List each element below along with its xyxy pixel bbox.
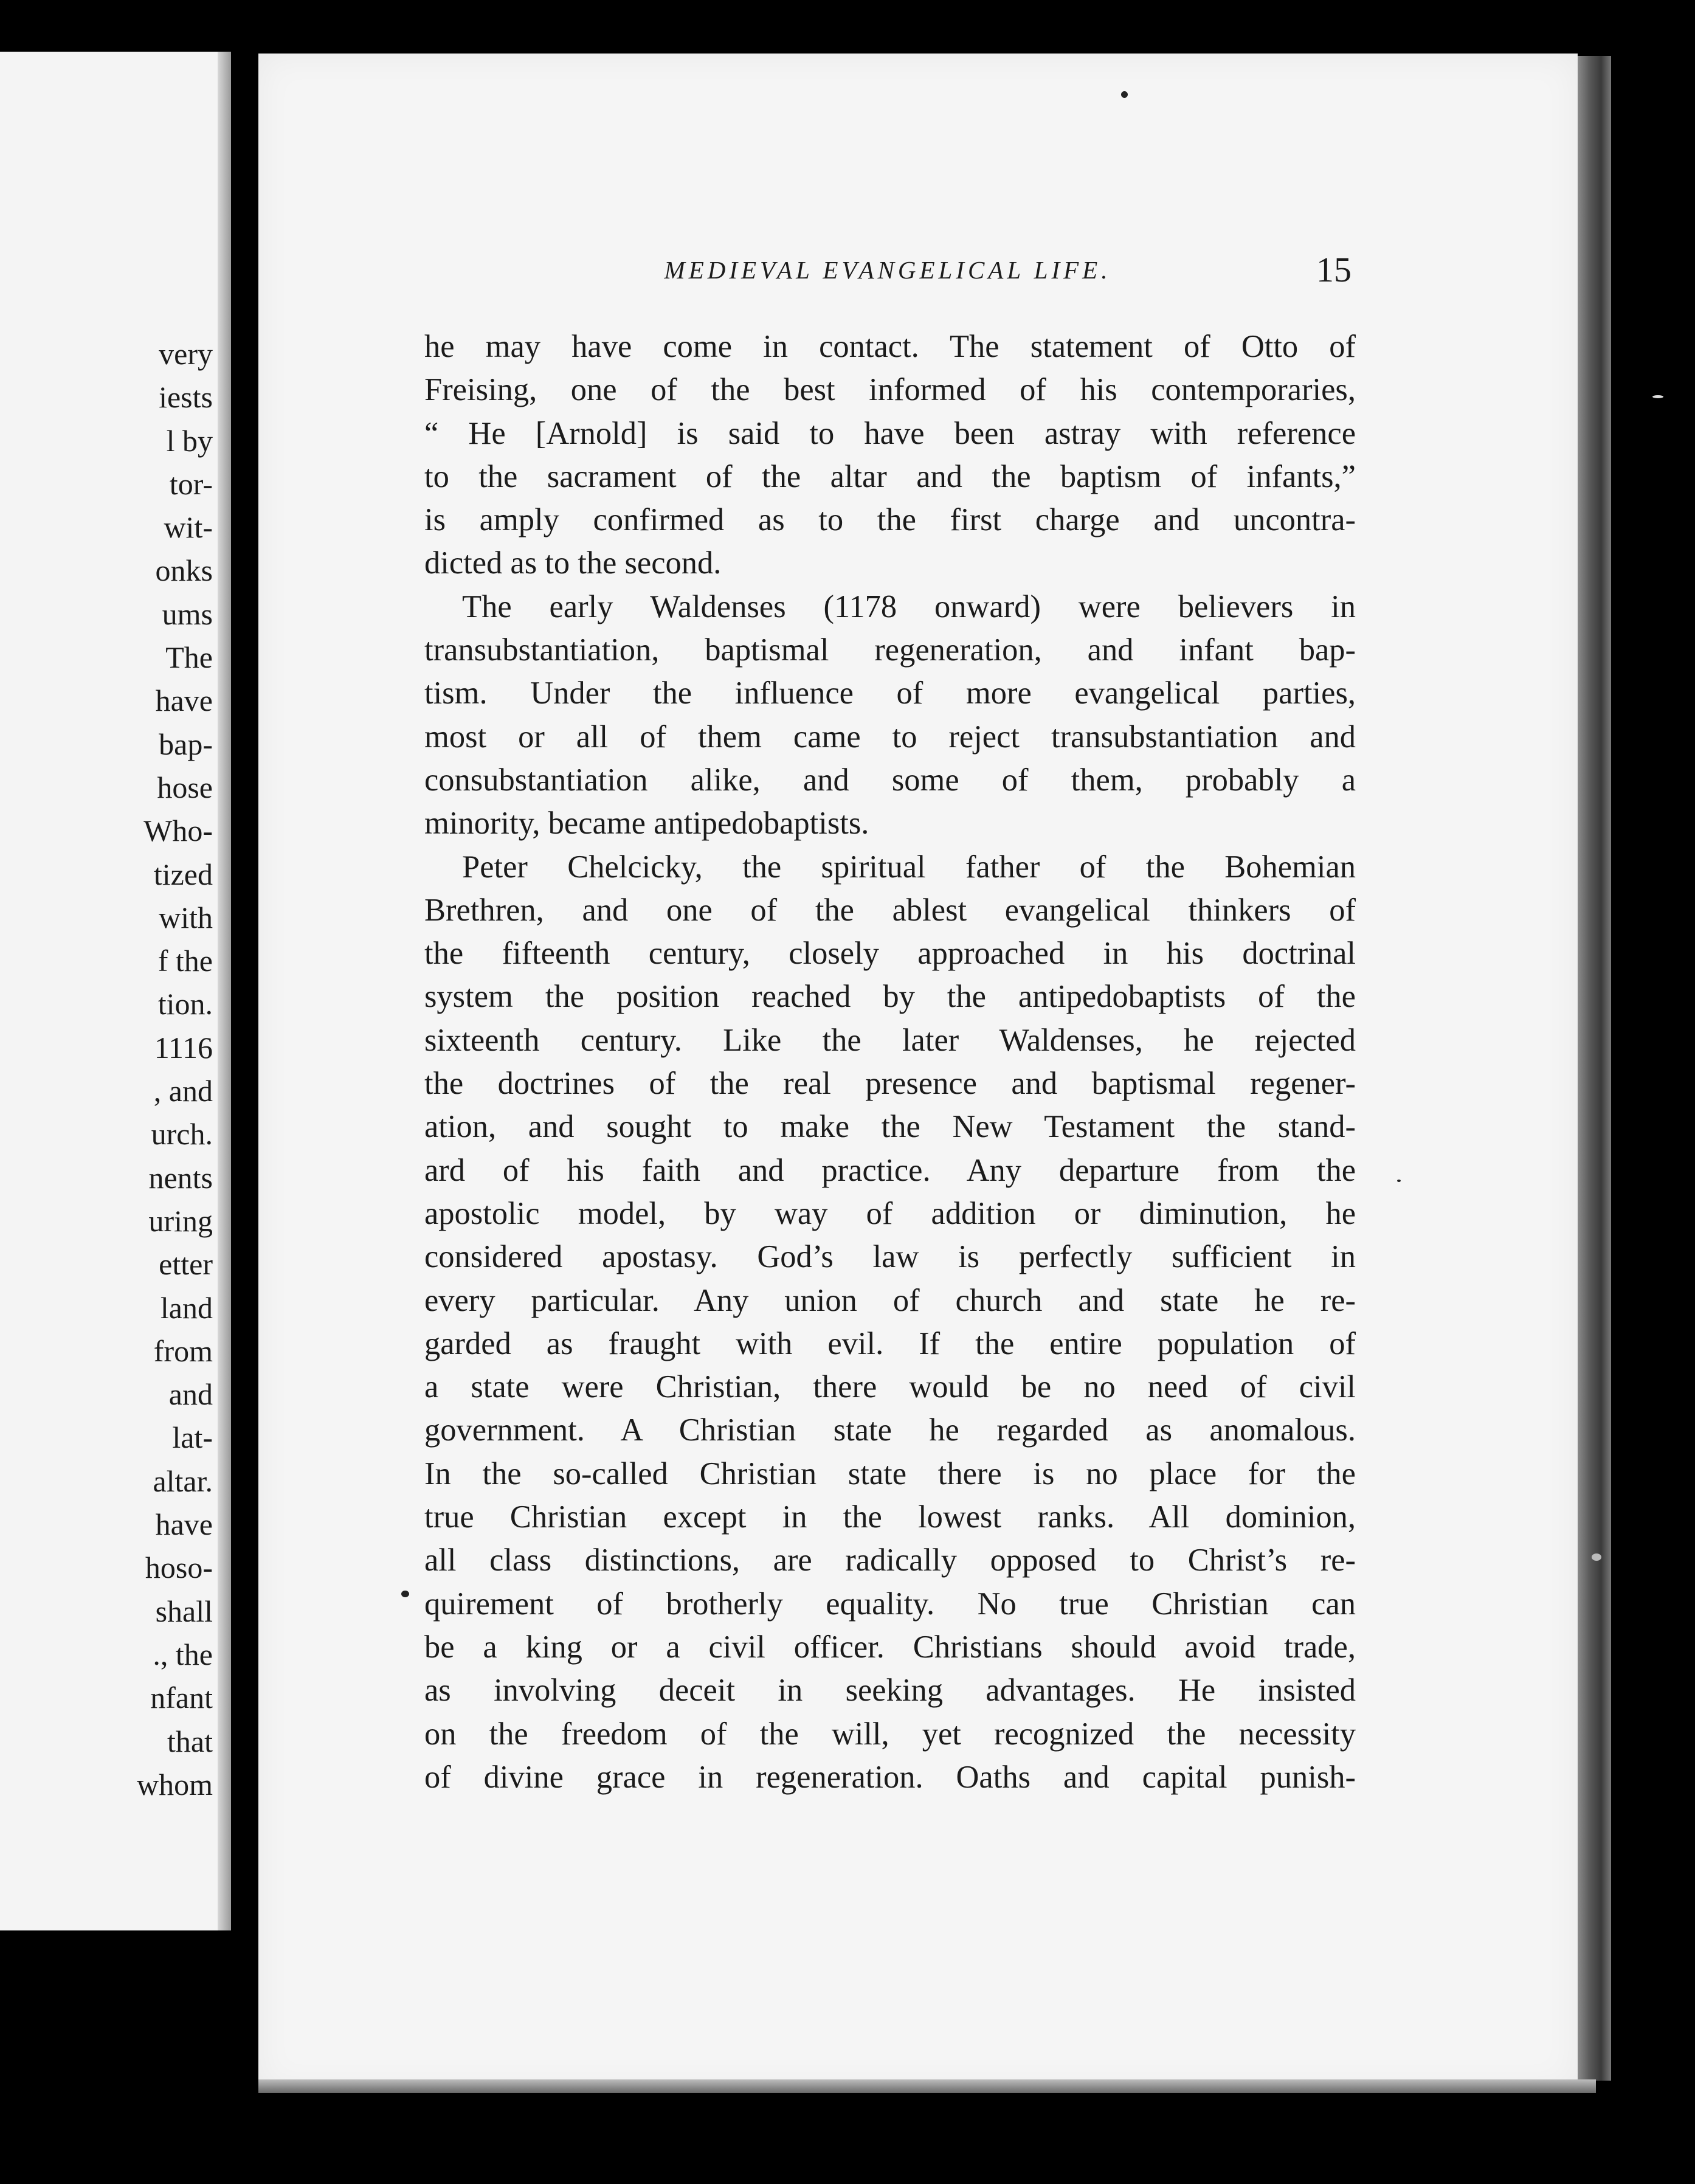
left-text-fragment: Who- (143, 814, 213, 848)
left-text-fragment: ., the (153, 1637, 213, 1671)
text-line: on the freedom of the will, yet recognized the necessity (424, 1716, 1356, 1752)
text-line: quirement of brotherly equality. No true Christian can (424, 1586, 1356, 1622)
left-page-gutter-shadow (218, 52, 231, 1930)
left-text-fragment: hoso- (145, 1550, 213, 1585)
left-text-fragment: from (153, 1333, 213, 1368)
text-line: ard of his faith and practice. Any departure from the (424, 1152, 1356, 1188)
scan-speck (401, 1591, 409, 1597)
left-text-fragment: with (159, 900, 213, 935)
page-stack-edge (1578, 56, 1611, 2081)
text-line: apostolic model, by way of addition or diminution, he (424, 1195, 1356, 1231)
left-text-fragment: have (155, 1507, 213, 1542)
left-facing-page (0, 52, 231, 1930)
text-line: The early Waldenses (1178 onward) were believers in (462, 589, 1356, 624)
text-line: Brethren, and one of the ablest evangelical thinkers of (424, 892, 1356, 928)
text-line: Freising, one of the best informed of his contemporaries, (424, 372, 1356, 408)
text-line: be a king or a civil officer. Christians should avoid trade, (424, 1629, 1356, 1665)
text-line: true Christian except in the lowest ranks. All dominion, (424, 1499, 1356, 1535)
text-line: he may have come in contact. The statement of Otto of (424, 329, 1356, 364)
left-text-fragment: nents (148, 1160, 213, 1195)
left-text-fragment: wit- (164, 510, 213, 545)
text-line: transubstantiation, baptismal regeneration, and infant bap- (424, 632, 1356, 668)
left-text-fragment: whom (137, 1767, 213, 1802)
left-text-fragment: f the (157, 944, 213, 978)
text-line: Peter Chelcicky, the spiritual father of the Bohemian (462, 849, 1356, 885)
text-line: of divine grace in regeneration. Oaths and capital punish- (424, 1759, 1356, 1795)
text-line: government. A Christian state he regarded as anomalous. (424, 1412, 1356, 1448)
text-line: every particular. Any union of church and state he re- (424, 1282, 1356, 1318)
text-line: considered apostasy. God’s law is perfectly sufficient in (424, 1239, 1356, 1275)
left-text-fragment: shall (155, 1594, 213, 1628)
left-text-fragment: lat- (172, 1420, 213, 1455)
left-text-fragment: bap- (159, 727, 213, 761)
page-number: 15 (1316, 250, 1352, 289)
scan-speck (1652, 395, 1663, 398)
text-line: system the position reached by the antipedobaptists of the (424, 979, 1356, 1015)
text-line: all class distinctions, are radically opposed to Christ’s re- (424, 1543, 1356, 1578)
left-page-text-fragments (6, 333, 213, 1806)
left-text-fragment: etter (159, 1247, 213, 1282)
text-line: In the so-called Christian state there is no place for the (424, 1456, 1356, 1491)
left-text-fragment: have (155, 683, 213, 718)
left-text-fragment: urch. (151, 1117, 213, 1152)
left-text-fragment: onks (155, 553, 213, 588)
text-line: “ He [Arnold] is said to have been astray with reference (424, 415, 1356, 451)
text-line: ation, and sought to make the New Testament the stand- (424, 1109, 1356, 1145)
left-text-fragment: nfant (150, 1681, 213, 1715)
scan-speck (1121, 91, 1128, 98)
left-text-fragment: 1116 (154, 1030, 213, 1065)
left-text-fragment: iests (159, 380, 213, 415)
text-line: sixteenth century. Like the later Waldenses, he rejected (424, 1022, 1356, 1058)
text-line: minority, became antipedobaptists. (424, 806, 869, 841)
text-line: most or all of them came to reject transubstantiation and (424, 719, 1356, 755)
left-text-fragment: tor- (169, 466, 213, 501)
text-line: to the sacrament of the altar and the baptism of infants,” (424, 458, 1356, 494)
left-text-fragment: hose (157, 770, 213, 804)
text-line: a state were Christian, there would be no need of civil (424, 1369, 1356, 1405)
page-bottom-edge (258, 2079, 1596, 2093)
text-line: as involving deceit in seeking advantages. He insisted (424, 1673, 1356, 1709)
left-text-fragment: The (165, 640, 213, 675)
body-text (424, 325, 1356, 1799)
text-line: tism. Under the influence of more evangelical parties, (424, 676, 1356, 711)
left-text-fragment: ums (162, 596, 213, 631)
left-text-fragment: uring (148, 1203, 213, 1238)
text-line: the fifteenth century, closely approached in his doctrinal (424, 936, 1356, 972)
left-text-fragment: altar. (153, 1463, 213, 1498)
left-text-fragment: very (159, 337, 213, 371)
running-head: MEDIEVAL EVANGELICAL LIFE. (664, 256, 1111, 284)
left-text-fragment: and (168, 1377, 213, 1412)
left-text-fragment: l by (166, 423, 213, 458)
left-text-fragment: , and (153, 1074, 213, 1108)
text-line: dicted as to the second. (424, 545, 722, 581)
scan-speck (1397, 1180, 1401, 1182)
text-line: the doctrines of the real presence and baptismal regener- (424, 1066, 1356, 1102)
left-text-fragment: tion. (157, 987, 213, 1021)
text-line: is amply confirmed as to the first charge and uncontra- (424, 502, 1356, 538)
scan-speck (1592, 1553, 1601, 1561)
text-line: consubstantiation alike, and some of them, probably a (424, 762, 1356, 798)
left-text-fragment: land (160, 1290, 213, 1325)
left-text-fragment: tized (153, 857, 213, 891)
text-line: garded as fraught with evil. If the entire population of (424, 1325, 1356, 1361)
left-text-fragment: that (167, 1724, 213, 1758)
